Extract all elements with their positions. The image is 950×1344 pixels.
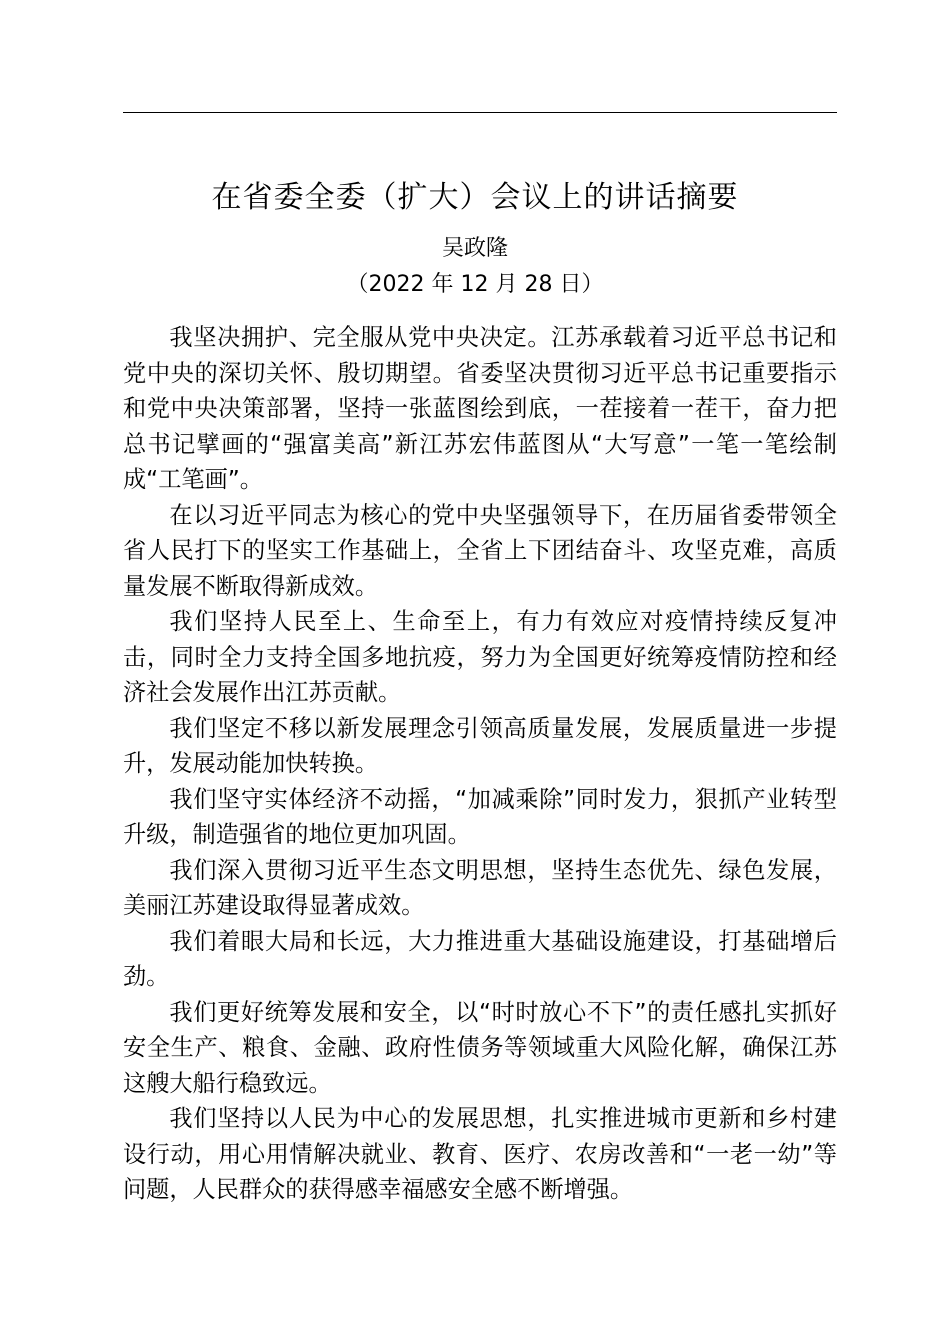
paragraph: 我坚决拥护、完全服从党中央决定。江苏承载着习近平总书记和党中央的深切关怀、殷切期望。省委坚决贯彻习近平总书记重要指示和党中央决策部署，坚持一张蓝图绘到底，一茬接着一茬干，奋力把总书记擘画的“强富美高”新江苏宏伟蓝图从“大写意”一笔一笔绘制成“工笔画”。 <box>123 324 837 493</box>
document-date: （2022 年 12 月 28 日） <box>346 272 604 297</box>
paragraph: 我们坚持人民至上、生命至上，有力有效应对疫情持续反复冲击，同时全力支持全国多地抗疫，努力为全国更好统筹疫情防控和经济社会发展作出江苏贡献。 <box>123 608 837 706</box>
paragraph: 我们更好统筹发展和安全，以“时时放心不下”的责任感扎实抓好安全生产、粮食、金融、政府性债务等领域重大风险化解，确保江苏这艘大船行稳致远。 <box>123 998 837 1097</box>
paragraph: 我们坚持以人民为中心的发展思想，扎实推进城市更新和乡村建设行动，用心用情解决就业、教育、医疗、农房改善和“一老一幼”等问题，人民群众的获得感幸福感安全感不断增强。 <box>123 1105 837 1203</box>
document-author: 吴政隆 <box>441 236 508 261</box>
paragraph: 我们坚定不移以新发展理念引领高质量发展，发展质量进一步提升，发展动能加快转换。 <box>123 714 837 777</box>
paragraph: 在以习近平同志为核心的党中央坚强领导下，在历届省委带领全省人民打下的坚实工作基础上，全省上下团结奋斗、攻坚克难，高质量发展不断取得新成效。 <box>123 501 837 600</box>
document-title: 在省委全委（扩大）会议上的讲话摘要 <box>211 180 739 215</box>
paragraph: 我们坚守实体经济不动摇，“加减乘除”同时发力，狠抓产业转型升级，制造强省的地位更加巩固。 <box>123 785 837 848</box>
paragraph: 我们着眼大局和长远，大力推进重大基础设施建设，打基础增后劲。 <box>123 927 837 990</box>
document-body <box>123 320 837 1208</box>
paragraph: 我们深入贯彻习近平生态文明思想，坚持生态优先、绿色发展，美丽江苏建设取得显著成效。 <box>123 856 837 919</box>
header-rule <box>123 112 837 113</box>
